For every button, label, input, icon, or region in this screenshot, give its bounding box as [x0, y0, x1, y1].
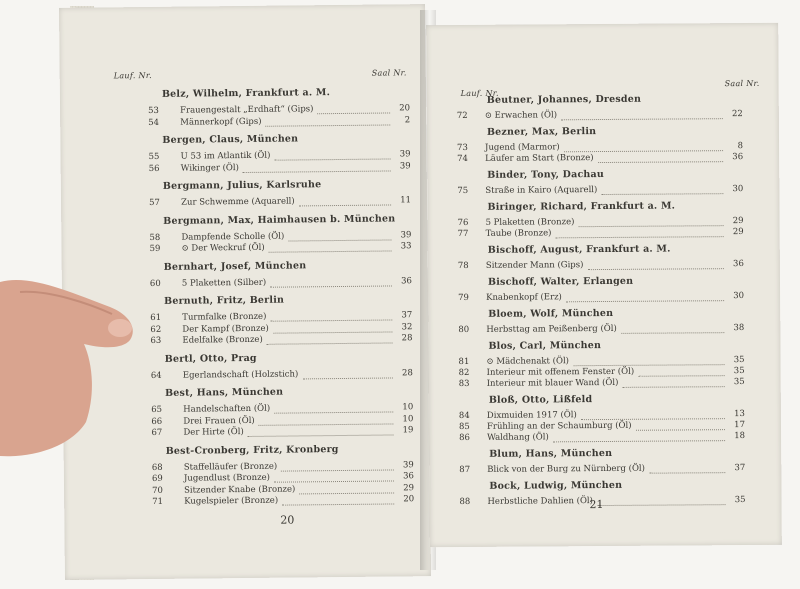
artist-heading: Bezner, Max, Berlin — [486, 126, 597, 138]
artwork-title: Dampfende Scholle (Öl) — [181, 231, 285, 243]
room-number: 13 — [734, 409, 745, 420]
room-number: 8 — [737, 141, 744, 152]
room-number: 18 — [734, 431, 746, 442]
right-page — [426, 23, 782, 547]
entry-number: 56 — [148, 163, 160, 174]
entry-number: 71 — [152, 496, 164, 507]
entry-number: 77 — [457, 228, 469, 240]
entry-number: 80 — [458, 324, 470, 336]
artist-heading: Bergmann, Julius, Karlsruhe — [162, 179, 322, 192]
artwork-title: Knabenkopf (Erz) — [486, 292, 562, 303]
room-number: 38 — [733, 323, 745, 334]
catalog-entry — [428, 259, 780, 272]
artwork-title: 5 Plaketten (Bronze) — [485, 217, 575, 228]
room-number: 2 — [404, 114, 411, 125]
catalog-entry — [429, 431, 781, 444]
room-number: 20 — [399, 103, 411, 114]
room-number: 28 — [401, 333, 413, 344]
room-number: 29 — [403, 482, 415, 493]
artwork-title: Kugelspieler (Bronze) — [184, 495, 279, 507]
catalog-entry — [428, 323, 780, 336]
entry-number: 73 — [457, 142, 468, 154]
entry-number: 86 — [459, 432, 470, 444]
artist-heading: Blum, Hans, München — [489, 447, 613, 460]
catalog-entry — [429, 377, 781, 390]
leader-dots — [598, 160, 723, 163]
leader-dots — [553, 439, 725, 442]
entry-number: 53 — [148, 105, 159, 117]
room-number: 28 — [401, 367, 413, 378]
entry-number: 58 — [149, 232, 161, 243]
leader-dots — [601, 192, 723, 195]
room-number: 29 — [732, 216, 744, 227]
entry-number: 63 — [150, 335, 162, 346]
artwork-title: ⊙ Erwachen (Öl) — [484, 110, 558, 121]
artist-heading: Bergen, Claus, München — [162, 133, 299, 146]
artist-heading: Beutner, Johannes, Dresden — [486, 93, 642, 106]
artwork-title: Edelfalke (Bronze) — [182, 334, 263, 346]
artwork-title: Frühling an der Schaumburg (Öl) — [486, 420, 632, 432]
leader-dots — [649, 471, 725, 474]
entry-number: 82 — [458, 367, 470, 379]
artist-heading: Bergmann, Max, Haimhausen b. München — [163, 212, 396, 227]
leader-dots — [282, 502, 394, 505]
catalog-entry — [428, 227, 780, 240]
artwork-title: Turmfalke (Bronze) — [182, 311, 267, 323]
artwork-title: Drei Frauen (Öl) — [183, 415, 255, 427]
artwork-title: Der Kampf (Bronze) — [182, 323, 269, 335]
room-number: 30 — [733, 291, 745, 302]
leader-dots — [288, 238, 391, 241]
artist-heading: Bischoff, Walter, Erlangen — [487, 275, 634, 288]
leader-dots — [299, 491, 394, 494]
artwork-title: 5 Plaketten (Silber) — [181, 277, 267, 289]
room-number: 10 — [402, 402, 414, 413]
entry-number: 64 — [150, 370, 162, 381]
room-number: 36 — [732, 152, 744, 163]
room-number: 37 — [734, 463, 746, 474]
artist-heading: Binder, Tony, Dachau — [487, 168, 605, 181]
entry-number: 81 — [458, 356, 470, 368]
entry-number: 62 — [150, 324, 162, 335]
column-header-right: Saal Nr. — [371, 68, 407, 78]
entry-number: 65 — [151, 404, 163, 415]
room-number: 29 — [732, 227, 744, 238]
entry-number: 59 — [149, 243, 161, 254]
entry-number: 88 — [459, 496, 471, 508]
leader-dots — [248, 433, 394, 437]
artwork-title: Egerlandschaft (Holzstich) — [182, 368, 299, 381]
artist-heading: Biringer, Richard, Frankfurt a. M. — [487, 200, 676, 213]
artwork-title: Wikinger (Öl) — [180, 162, 239, 174]
entry-number: 67 — [151, 427, 163, 438]
entry-number: 83 — [458, 378, 470, 390]
leader-dots — [623, 385, 725, 388]
room-number: 35 — [733, 377, 745, 388]
artist-heading: Bock, Ludwig, München — [489, 479, 623, 492]
column-header-right: Saal Nr. — [724, 78, 760, 89]
room-number: 35 — [733, 366, 745, 377]
room-number: 35 — [733, 355, 745, 366]
leader-dots — [302, 376, 392, 379]
room-number: 19 — [402, 425, 414, 436]
room-number: 39 — [400, 229, 412, 240]
room-number: 17 — [734, 420, 746, 431]
entry-number: 75 — [457, 185, 469, 197]
column-header-left: Lauf. Nr. — [113, 70, 152, 81]
entry-number: 66 — [151, 416, 163, 427]
artwork-title: Männerkopf (Gips) — [180, 116, 262, 128]
catalog-entry — [427, 109, 779, 122]
artwork-title: Sitzender Mann (Gips) — [485, 260, 584, 271]
artist-heading: Best, Hans, München — [164, 386, 284, 399]
room-number: 39 — [399, 149, 411, 160]
artwork-title: Sitzender Knabe (Bronze) — [184, 483, 296, 496]
artwork-title: Straße in Kairo (Aquarell) — [485, 185, 598, 196]
room-number: 32 — [401, 321, 413, 332]
room-number: 20 — [403, 494, 415, 505]
artwork-title: Herbstliche Dahlien (Öl) — [487, 496, 593, 507]
room-number: 39 — [402, 459, 414, 470]
leader-dots — [270, 284, 392, 287]
artist-heading: Belz, Wilhelm, Frankfurt a. M. — [161, 87, 331, 100]
artist-heading: Bischoff, August, Frankfurt a. M. — [487, 243, 671, 256]
page-number: 21 — [589, 498, 604, 512]
entry-number: 68 — [151, 462, 163, 473]
catalog-entry — [428, 291, 780, 304]
entry-number: 60 — [149, 278, 161, 289]
entry-number: 76 — [457, 217, 469, 229]
entry-number: 84 — [458, 410, 470, 422]
entry-number: 87 — [459, 464, 471, 476]
leader-dots — [267, 341, 393, 344]
artwork-title: Handelschaften (Öl) — [183, 403, 271, 415]
artist-heading: Bertl, Otto, Prag — [164, 352, 257, 365]
artwork-title: ⊙ Der Weckruf (Öl) — [181, 242, 265, 254]
catalog-entry — [61, 195, 427, 210]
entry-number: 57 — [149, 197, 160, 208]
leader-dots — [621, 331, 724, 334]
artist-heading: Bloem, Wolf, München — [488, 307, 614, 320]
catalog-entry — [427, 152, 779, 165]
catalog-entry — [429, 495, 781, 508]
artist-heading: Bernuth, Fritz, Berlin — [164, 294, 285, 307]
page-number: 20 — [280, 513, 295, 527]
artwork-title: Interieur mit blauer Wand (Öl) — [486, 377, 619, 389]
leader-dots — [556, 235, 724, 238]
room-number: 39 — [399, 160, 411, 171]
leader-dots — [269, 249, 392, 252]
artist-heading: Bloß, Otto, Lißfeld — [488, 394, 593, 406]
leader-dots — [587, 267, 723, 270]
room-number: 36 — [401, 275, 412, 286]
entry-number: 79 — [458, 292, 469, 304]
room-number: 11 — [400, 195, 412, 206]
leader-dots — [318, 111, 391, 114]
leader-dots — [566, 299, 724, 302]
artwork-title: Taube (Bronze) — [485, 228, 552, 239]
artwork-title: U 53 im Atlantik (Öl) — [180, 150, 271, 162]
room-number: 22 — [731, 109, 743, 120]
room-number: 36 — [732, 259, 744, 270]
entry-number: 54 — [148, 117, 160, 128]
entry-number: 70 — [152, 485, 163, 496]
hand-photo — [0, 252, 140, 462]
artwork-title: Staffelläufer (Bronze) — [183, 461, 278, 473]
artist-heading: Best-Cronberg, Fritz, Kronberg — [165, 443, 339, 457]
entry-number: 55 — [148, 151, 160, 163]
room-number: 37 — [401, 310, 413, 321]
artwork-title: Zur Schwemme (Aquarell) — [181, 196, 295, 208]
leader-dots — [243, 169, 391, 173]
room-number: 33 — [400, 241, 412, 252]
artwork-title: Dixmuiden 1917 (Öl) — [486, 410, 577, 421]
leader-dots — [561, 117, 723, 120]
entry-number: 85 — [458, 421, 470, 433]
artwork-title: Jugendlust (Bronze) — [183, 472, 270, 484]
column-header-left: Lauf. Nr. — [460, 88, 499, 98]
artwork-title: Der Hirte (Öl) — [183, 427, 244, 438]
catalog-entry — [427, 184, 779, 197]
entry-number: 61 — [150, 312, 162, 323]
room-number: 30 — [732, 184, 744, 195]
artwork-title: Läufer am Start (Bronze) — [485, 153, 594, 164]
leader-dots — [597, 503, 725, 506]
entry-number: 78 — [457, 260, 469, 272]
artwork-title: Waldhang (Öl) — [487, 432, 549, 443]
room-number: 36 — [403, 471, 414, 482]
room-number: 10 — [402, 413, 414, 424]
artist-heading: Bernhart, Josef, München — [163, 259, 307, 273]
entry-number: 72 — [456, 110, 468, 122]
catalog-entry — [429, 463, 781, 476]
leader-dots — [299, 203, 391, 206]
artist-heading: Blos, Carl, München — [488, 340, 602, 352]
leader-dots — [266, 123, 391, 126]
artwork-title: Interieur mit offenem Fenster (Öl) — [486, 366, 635, 378]
artwork-title: Frauengestalt „Erdhaft“ (Gips) — [180, 104, 314, 116]
room-number: 35 — [734, 495, 746, 506]
artwork-title: Herbsttag am Peißenberg (Öl) — [486, 323, 617, 335]
artwork-title: Jugend (Marmor) — [485, 142, 560, 153]
entry-number: 69 — [151, 473, 163, 484]
entry-number: 74 — [457, 153, 468, 165]
artwork-title: Blick von der Burg zu Nürnberg (Öl) — [487, 463, 645, 475]
artwork-title: ⊙ Mädchenakt (Öl) — [486, 356, 570, 367]
